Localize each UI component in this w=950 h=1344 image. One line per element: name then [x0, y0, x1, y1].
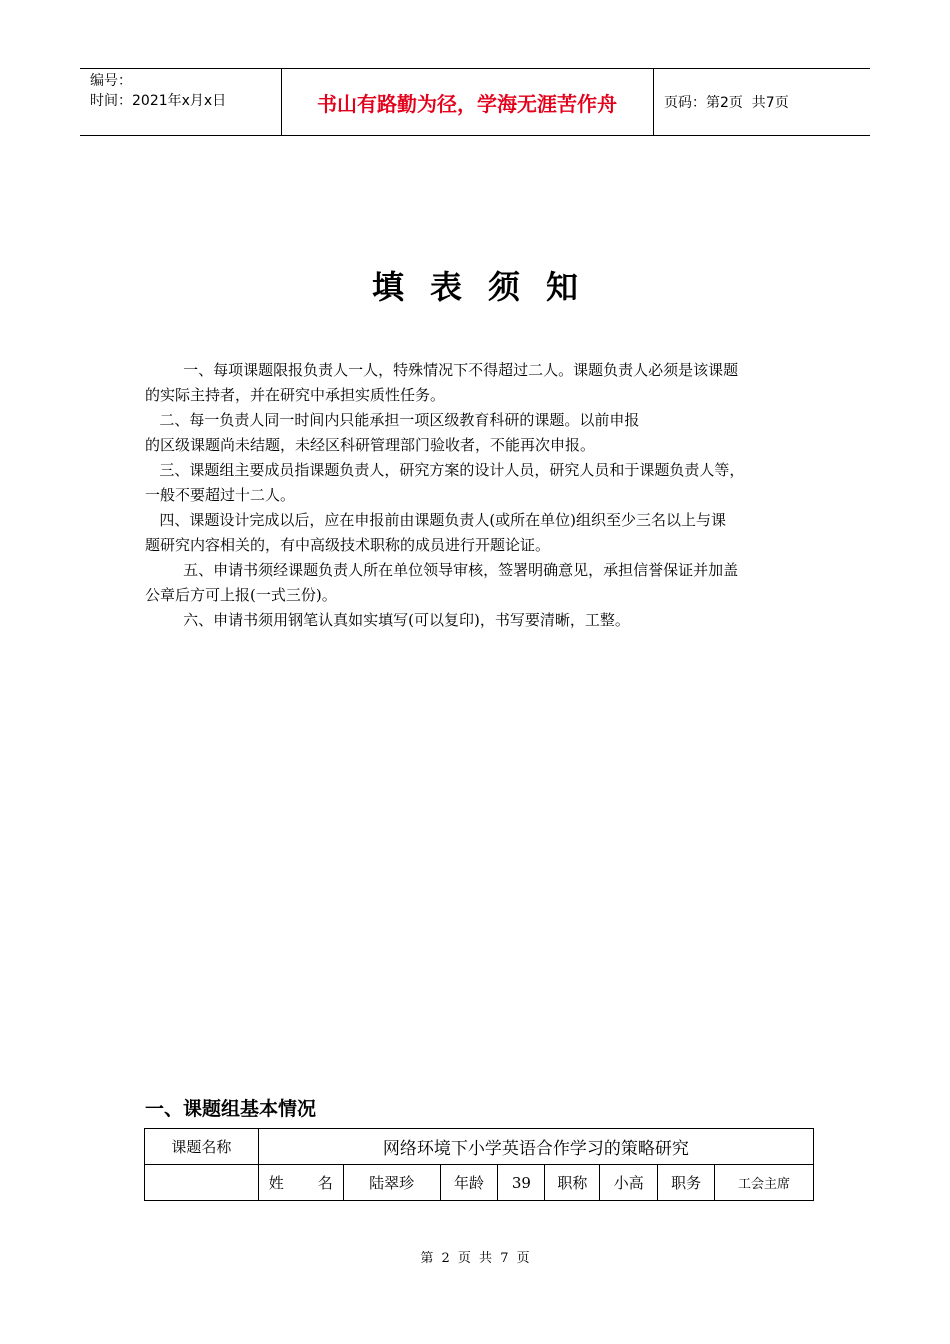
time-label: 时间：2021年x月x日 — [90, 93, 227, 109]
header-motto: 书山有路勤为径，学海无涯苦作舟 — [317, 91, 617, 116]
name-label-char: 名 — [317, 1174, 333, 1192]
page-footer: 第 2 页 共 7 页 — [420, 1251, 530, 1266]
page-info-text: 页码：第2页 共7页 — [664, 95, 789, 111]
header-page-info — [664, 69, 789, 135]
header-meta — [90, 71, 280, 111]
instruction-line: 四、课题设计完成以后，应在申报前由课题负责人(或所在单位)组织至少三名以上与课 — [145, 511, 727, 529]
name-value: 陆翠珍 — [343, 1165, 440, 1201]
section-heading: 一、课题组基本情况 — [145, 1098, 317, 1120]
post-label: 职务 — [658, 1165, 715, 1201]
name-label-char: 姓 — [268, 1174, 284, 1192]
instruction-line: 三、课题组主要成员指课题负责人，研究方案的设计人员，研究人员和于课题负责人等， — [145, 461, 745, 479]
page-title: 填表须知 — [371, 268, 604, 306]
header-divider — [653, 69, 654, 135]
instructions — [145, 358, 817, 633]
basic-info-table — [144, 1128, 814, 1201]
instruction-line: 公章后方可上报(一式三份)。 — [145, 586, 337, 604]
instruction-line: 题研究内容相关的，有中高级技术职称的成员进行开题论证。 — [145, 536, 551, 554]
age-value: 39 — [498, 1165, 545, 1201]
number-label: 编号： — [90, 73, 132, 89]
page-header — [80, 68, 870, 136]
name-label — [258, 1165, 343, 1201]
topic-label: 课题名称 — [145, 1129, 259, 1165]
topic-value: 网络环境下小学英语合作学习的策略研究 — [258, 1129, 813, 1165]
instruction-line: 的实际主持者，并在研究中承担实质性任务。 — [145, 386, 446, 404]
post-value: 工会主席 — [715, 1165, 814, 1201]
instruction-line: 五、申请书须经课题负责人所在单位领导审核，签署明确意见，承担信誉保证并加盖 — [145, 561, 739, 579]
age-label: 年龄 — [440, 1165, 498, 1201]
instruction-line: 的区级课题尚未结题，未经区科研管理部门验收者，不能再次申报。 — [145, 436, 596, 454]
table-row — [145, 1165, 814, 1201]
instruction-line: 一、每项课题限报负责人一人，特殊情况下不得超过二人。课题负责人必须是该课题 — [145, 361, 739, 379]
instruction-line: 一般不要超过十二人。 — [145, 486, 296, 504]
title-label: 职称 — [545, 1165, 600, 1201]
instruction-line: 二、每一负责人同一时间内只能承担一项区级教育科研的课题。以前申报 — [145, 411, 640, 429]
instruction-line: 六、申请书须用钢笔认真如实填写(可以复印)，书写要清晰，工整。 — [145, 611, 630, 629]
title-value: 小高 — [600, 1165, 658, 1201]
empty-cell — [145, 1165, 259, 1201]
table-row — [145, 1129, 814, 1165]
